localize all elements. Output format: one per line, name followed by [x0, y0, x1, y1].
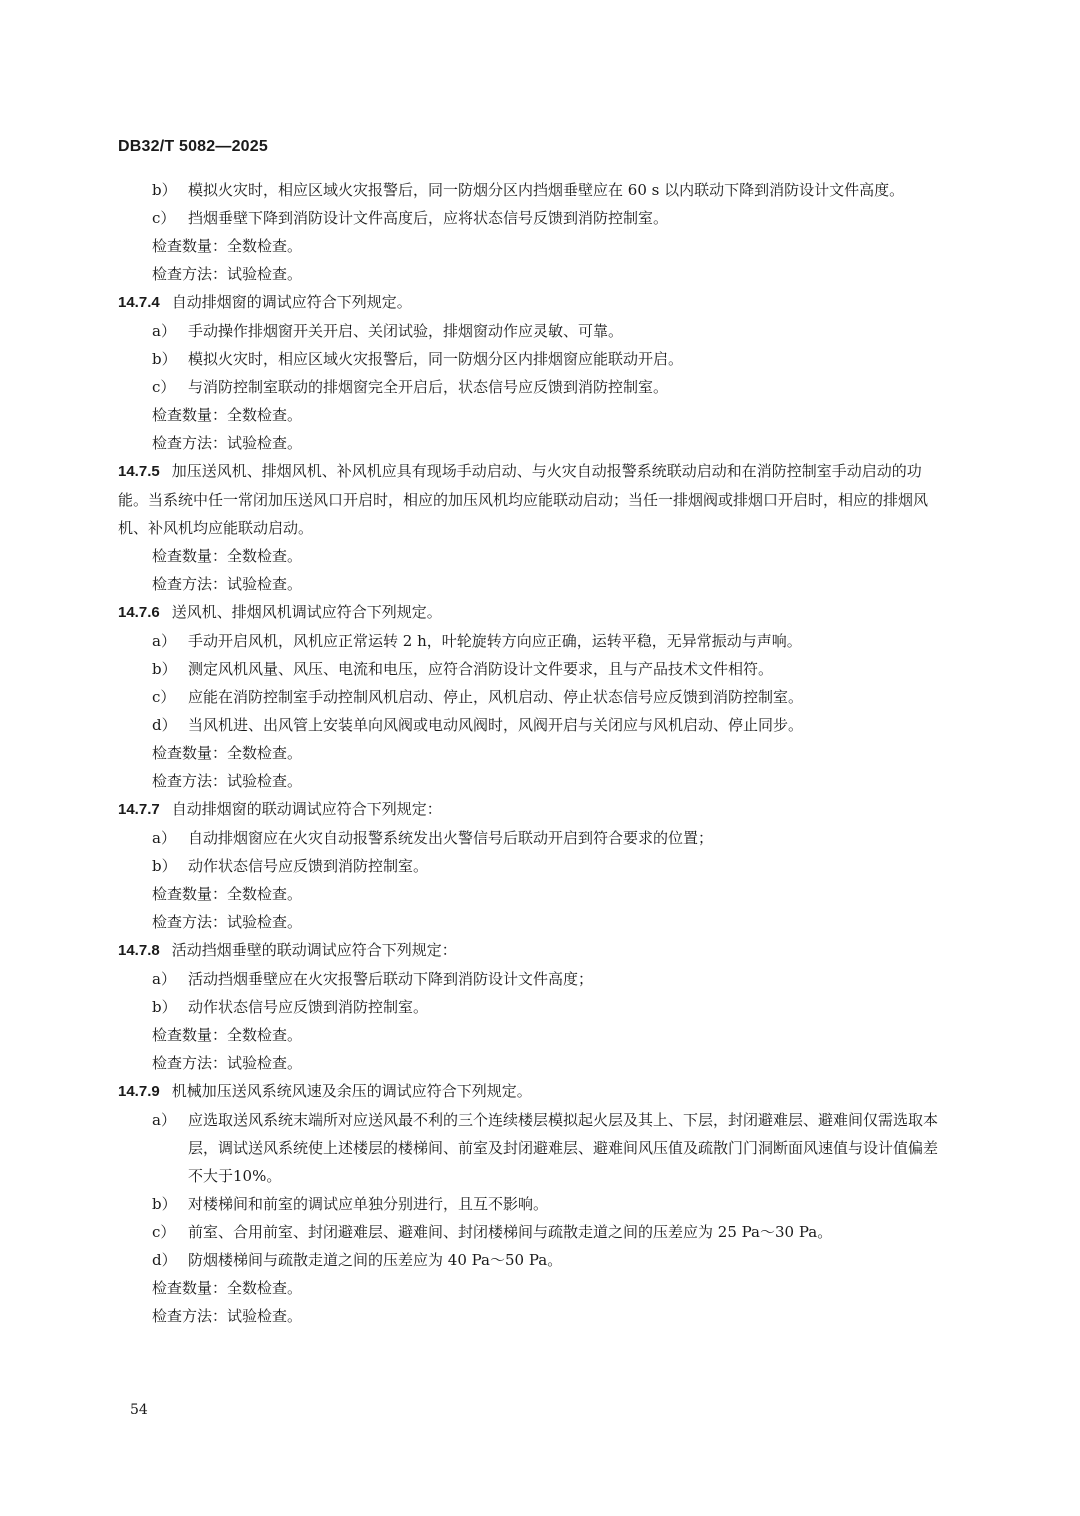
- clause-text: 活动挡烟垂壁的联动调试应符合下列规定：: [171, 941, 457, 959]
- item-text: 应选取送风系统末端所对应送风最不利的三个连续楼层模拟起火层及其上、下层，封闭避难层、避难间仅需选取本层，调试送风系统使上述楼层的楼梯间、前室及封闭避难层、避难间风压值及疏散门门洞断面风速值与设计值偏差不大于10%。: [188, 1111, 939, 1185]
- list-item: [118, 176, 948, 204]
- clause-number: 14.7.5: [118, 463, 160, 480]
- clause-number: 14.7.8: [118, 942, 160, 959]
- item-text: 模拟火灾时，相应区域火灾报警后，同一防烟分区内挡烟垂壁应在 60 s 以内联动下降到消防设计文件高度。: [188, 181, 905, 199]
- item-marker: c）: [152, 1223, 176, 1241]
- item-text: 自动排烟窗应在火灾自动报警系统发出火警信号后联动开启到符合要求的位置；: [188, 829, 714, 847]
- clause-text: 送风机、排烟风机调试应符合下列规定。: [171, 603, 442, 621]
- item-marker: d）: [152, 1251, 177, 1269]
- check-quantity: 检查数量：全数检查。: [152, 237, 303, 255]
- item-text: 防烟楼梯间与疏散走道之间的压差应为 40 Pa～50 Pa。: [188, 1251, 563, 1269]
- list-item: [118, 993, 948, 1021]
- check-method: 检查方法：试验检查。: [152, 575, 303, 593]
- check-method: 检查方法：试验检查。: [152, 434, 303, 452]
- item-marker: b）: [152, 998, 177, 1016]
- item-marker: b）: [152, 181, 177, 199]
- clause-14-7-4: [118, 288, 948, 317]
- item-text: 与消防控制室联动的排烟窗完全开启后，状态信号应反馈到消防控制室。: [188, 378, 669, 396]
- list-item: [118, 1190, 948, 1218]
- list-item: [118, 1106, 948, 1190]
- item-marker: a）: [152, 1111, 176, 1129]
- list-item: [118, 1218, 948, 1246]
- clause-14-7-7: [118, 795, 948, 824]
- item-marker: b）: [152, 660, 177, 678]
- check-method: 检查方法：试验检查。: [152, 1307, 303, 1325]
- clause-14-7-6: [118, 598, 948, 627]
- item-text: 动作状态信号应反馈到消防控制室。: [188, 857, 429, 875]
- check-method: 检查方法：试验检查。: [152, 1054, 303, 1072]
- item-text: 手动开启风机，风机应正常运转 2 h，叶轮旋转方向应正确，运转平稳，无异常振动与声响。: [188, 632, 802, 650]
- item-marker: b）: [152, 857, 177, 875]
- item-text: 活动挡烟垂壁应在火灾报警后联动下降到消防设计文件高度；: [188, 970, 594, 988]
- list-item: [118, 317, 948, 345]
- list-item: [118, 683, 948, 711]
- item-marker: a）: [152, 829, 176, 847]
- item-text: 对楼梯间和前室的调试应单独分别进行，且互不影响。: [188, 1195, 549, 1213]
- clause-number: 14.7.7: [118, 801, 160, 818]
- item-marker: b）: [152, 350, 177, 368]
- clause-14-7-5: [118, 457, 948, 542]
- check-method: 检查方法：试验检查。: [152, 772, 303, 790]
- list-item: [118, 627, 948, 655]
- clause-text: 自动排烟窗的联动调试应符合下列规定：: [171, 800, 442, 818]
- list-item: [118, 1246, 948, 1274]
- clause-14-7-8: [118, 936, 948, 965]
- item-text: 当风机进、出风管上安装单向风阀或电动风阀时，风阀开启与关闭应与风机启动、停止同步。: [188, 716, 804, 734]
- check-quantity: 检查数量：全数检查。: [152, 744, 303, 762]
- clause-text: 加压送风机、排烟风机、补风机应具有现场手动启动、与火灾自动报警系统联动启动和在消防控制室手动启动的功能。当系统中任一常闭加压送风口开启时，相应的加压风机均应能联动启动；当任一排烟阀或排烟口开启时，相应的排烟风机、补风机均应能联动启动。: [118, 462, 929, 537]
- item-marker: a）: [152, 632, 176, 650]
- list-item: [118, 824, 948, 852]
- document-code: DB32/T 5082—2025: [118, 138, 268, 155]
- list-item: [118, 373, 948, 401]
- list-item: [118, 345, 948, 373]
- item-marker: d）: [152, 716, 177, 734]
- clause-number: 14.7.6: [118, 604, 160, 621]
- clause-14-7-9: [118, 1077, 948, 1106]
- page-number: 54: [130, 1402, 148, 1418]
- check-quantity: 检查数量：全数检查。: [152, 1026, 303, 1044]
- item-marker: a）: [152, 970, 176, 988]
- item-marker: c）: [152, 209, 176, 227]
- item-text: 手动操作排烟窗开关开启、关闭试验，排烟窗动作应灵敏、可靠。: [188, 322, 624, 340]
- check-quantity: 检查数量：全数检查。: [152, 1279, 303, 1297]
- list-item: [118, 852, 948, 880]
- item-text: 测定风机风量、风压、电流和电压，应符合消防设计文件要求，且与产品技术文件相符。: [188, 660, 774, 678]
- check-method: 检查方法：试验检查。: [152, 913, 303, 931]
- item-text: 应能在消防控制室手动控制风机启动、停止，风机启动、停止状态信号应反馈到消防控制室。: [188, 688, 804, 706]
- item-marker: c）: [152, 378, 176, 396]
- list-item: [118, 965, 948, 993]
- clause-text: 机械加压送风系统风速及余压的调试应符合下列规定。: [171, 1082, 532, 1100]
- check-quantity: 检查数量：全数检查。: [152, 547, 303, 565]
- list-item: [118, 711, 948, 739]
- item-text: 动作状态信号应反馈到消防控制室。: [188, 998, 429, 1016]
- list-item: [118, 204, 948, 232]
- check-method: 检查方法：试验检查。: [152, 265, 303, 283]
- check-quantity: 检查数量：全数检查。: [152, 406, 303, 424]
- document-body: [118, 176, 948, 1330]
- check-quantity: 检查数量：全数检查。: [152, 885, 303, 903]
- item-marker: b）: [152, 1195, 177, 1213]
- item-text: 模拟火灾时，相应区域火灾报警后，同一防烟分区内排烟窗应能联动开启。: [188, 350, 684, 368]
- item-marker: c）: [152, 688, 176, 706]
- item-text: 前室、合用前室、封闭避难层、避难间、封闭楼梯间与疏散走道之间的压差应为 25 Pa～30 Pa。: [188, 1223, 833, 1241]
- item-text: 挡烟垂壁下降到消防设计文件高度后，应将状态信号反馈到消防控制室。: [188, 209, 669, 227]
- clause-number: 14.7.4: [118, 294, 160, 311]
- item-marker: a）: [152, 322, 176, 340]
- clause-text: 自动排烟窗的调试应符合下列规定。: [171, 293, 412, 311]
- clause-number: 14.7.9: [118, 1083, 160, 1100]
- list-item: [118, 655, 948, 683]
